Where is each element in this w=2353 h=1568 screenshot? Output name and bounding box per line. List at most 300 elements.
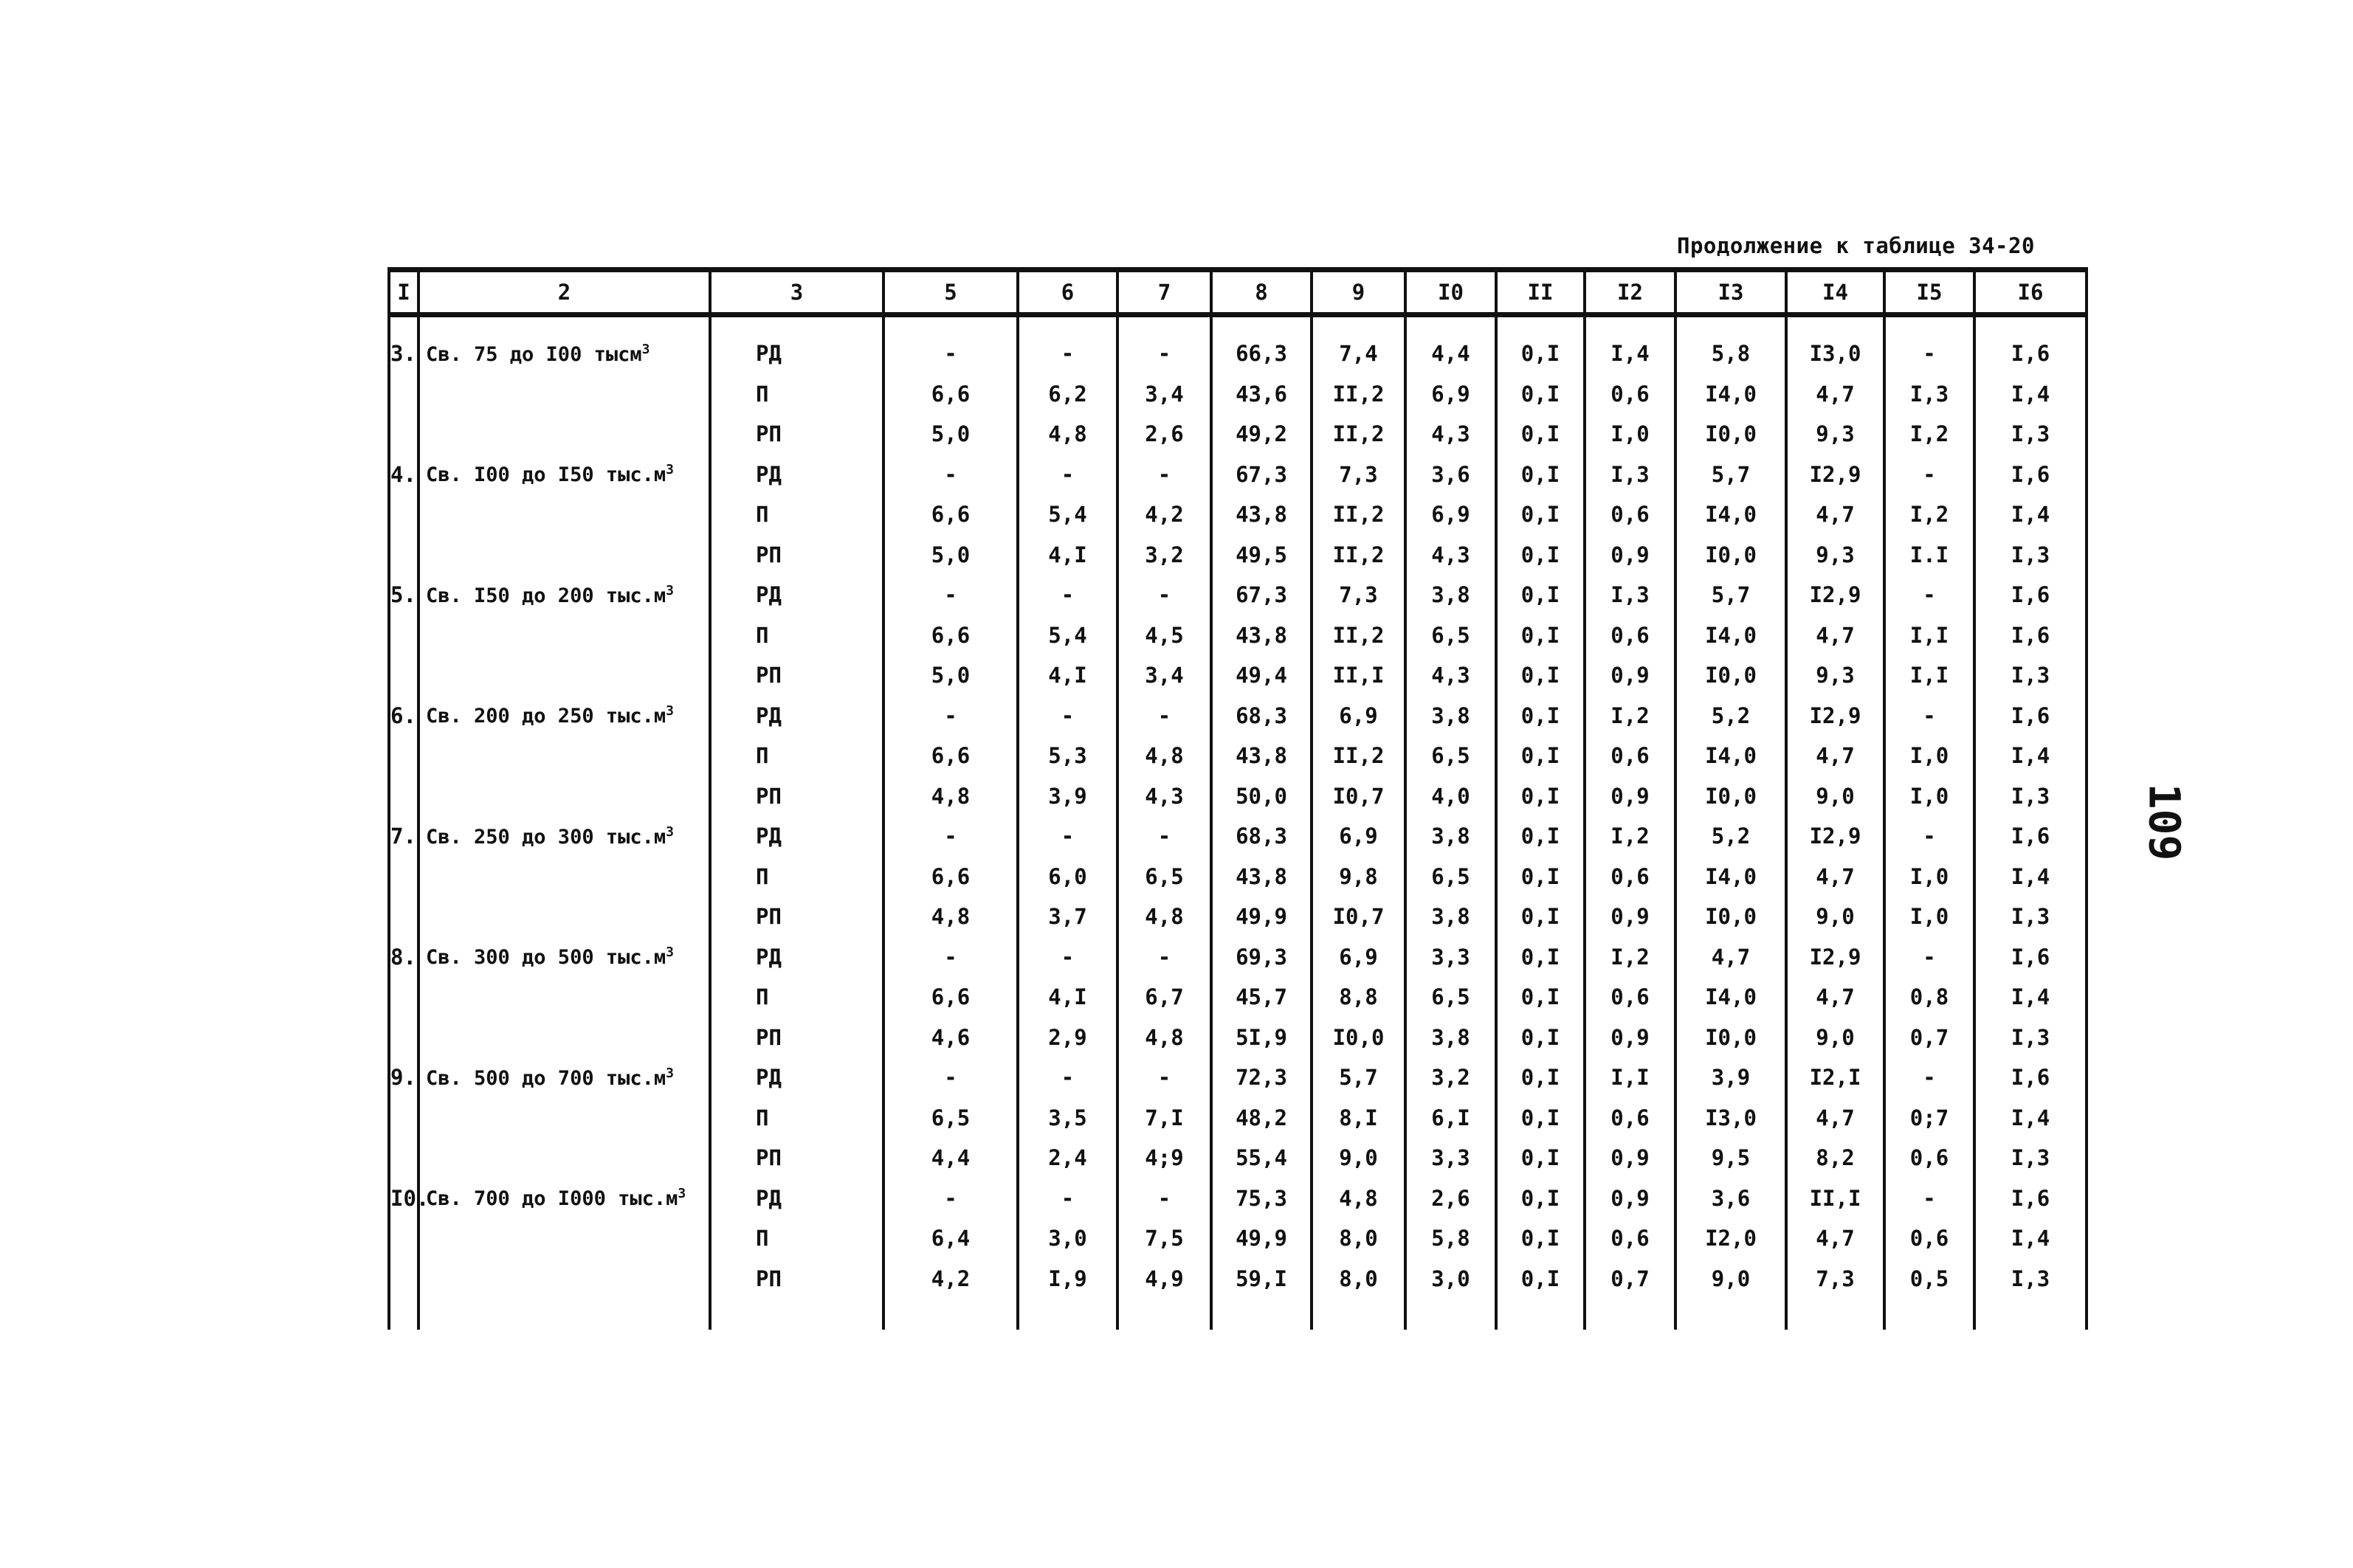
value-cell: 9,3 (1786, 655, 1884, 696)
value-cell: 0,6 (1585, 374, 1675, 415)
stage-code: РП (710, 1018, 883, 1058)
value-cell: 0,7 (1585, 1259, 1675, 1299)
value-cell: 5,0 (883, 535, 1018, 576)
row-number (389, 535, 418, 576)
value-cell: 0,I (1496, 937, 1585, 978)
value-cell: 66,3 (1211, 334, 1312, 374)
value-cell: 5,2 (1675, 696, 1786, 736)
value-cell: 6,5 (883, 1098, 1018, 1139)
value-cell: II,2 (1312, 374, 1405, 415)
value-cell: 48,2 (1211, 1098, 1312, 1139)
row-number (389, 494, 418, 535)
volume-range-label (418, 414, 710, 455)
value-cell: 3,4 (1117, 374, 1211, 415)
unit-label: м (653, 463, 666, 487)
value-cell: 68,3 (1211, 816, 1312, 857)
value-cell: - (1884, 816, 1974, 857)
row-number (389, 736, 418, 776)
value-cell: 3,3 (1405, 1138, 1496, 1178)
value-cell: - (1117, 575, 1211, 615)
value-cell: 6,9 (1405, 374, 1496, 415)
table-row (389, 1218, 2087, 1259)
value-cell: 0,9 (1585, 535, 1675, 576)
value-cell: I,3 (1974, 897, 2087, 937)
value-cell: 5,2 (1675, 816, 1786, 857)
value-cell: I,3 (1974, 1259, 2087, 1299)
value-cell: 9,3 (1786, 414, 1884, 455)
value-cell: 0,6 (1585, 1098, 1675, 1139)
value-cell: 3,8 (1405, 575, 1496, 615)
value-cell: - (883, 696, 1018, 736)
stage-code: П (710, 736, 883, 776)
value-cell: 0,I (1496, 615, 1585, 656)
value-cell: 4,7 (1786, 494, 1884, 535)
value-cell: I,2 (1585, 937, 1675, 978)
value-cell: - (1884, 575, 1974, 615)
value-cell: 0,6 (1884, 1218, 1974, 1259)
row-number (389, 857, 418, 897)
value-cell: I,6 (1974, 455, 2087, 495)
row-number: I0. (389, 1178, 418, 1219)
value-cell: I,I (1884, 655, 1974, 696)
table-row (389, 1018, 2087, 1058)
value-cell: - (1117, 1178, 1211, 1219)
row-number (389, 1018, 418, 1058)
value-cell: 9,0 (1786, 1018, 1884, 1058)
value-cell: I2,0 (1675, 1218, 1786, 1259)
value-cell: 72,3 (1211, 1057, 1312, 1098)
value-cell: I2,9 (1786, 937, 1884, 978)
value-cell: 3,2 (1117, 535, 1211, 576)
value-cell: I,I (1585, 1057, 1675, 1098)
column-header: 7 (1117, 270, 1211, 315)
value-cell: 3,3 (1405, 937, 1496, 978)
value-cell: I0,0 (1675, 655, 1786, 696)
volume-range-label: Св. 250 до 300 $тыс.м^3$ (418, 816, 710, 857)
volume-range-label (418, 1138, 710, 1178)
spacer-row (389, 315, 2087, 334)
value-cell: - (883, 1178, 1018, 1219)
value-cell: - (1018, 816, 1117, 857)
value-cell: 3,8 (1405, 897, 1496, 937)
value-cell: I,4 (1974, 857, 2087, 897)
table-row (389, 494, 2087, 535)
volume-range-label (418, 494, 710, 535)
row-number (389, 1138, 418, 1178)
value-cell: 67,3 (1211, 575, 1312, 615)
value-cell: 4,7 (1786, 736, 1884, 776)
unit-label: м (653, 1066, 666, 1090)
value-cell: I,4 (1974, 1218, 2087, 1259)
stage-code: РД (710, 1178, 883, 1219)
unit-label: м (666, 1187, 678, 1211)
value-cell: 6,5 (1405, 857, 1496, 897)
unit-label: м (653, 584, 666, 607)
value-cell: II,I (1312, 655, 1405, 696)
value-cell: 2,4 (1018, 1138, 1117, 1178)
value-cell: 0,I (1496, 1259, 1585, 1299)
value-cell: 4,8 (1117, 1018, 1211, 1058)
value-cell: - (1018, 334, 1117, 374)
value-cell: 4,7 (1786, 977, 1884, 1018)
value-cell: - (883, 937, 1018, 978)
value-cell: 2,6 (1117, 414, 1211, 455)
value-cell: I2,I (1786, 1057, 1884, 1098)
value-cell: - (1018, 575, 1117, 615)
value-cell: I3,0 (1675, 1098, 1786, 1139)
value-cell: 4,3 (1405, 535, 1496, 576)
value-cell: - (1117, 696, 1211, 736)
value-cell: 8,0 (1312, 1218, 1405, 1259)
value-cell: I0,7 (1312, 776, 1405, 817)
value-cell: 4,2 (1117, 494, 1211, 535)
value-cell: I2,9 (1786, 816, 1884, 857)
value-cell: 6,6 (883, 374, 1018, 415)
column-header: 8 (1211, 270, 1312, 315)
value-cell: I,6 (1974, 696, 2087, 736)
value-cell: II,2 (1312, 414, 1405, 455)
table-row (389, 1057, 2087, 1098)
value-cell: 0,I (1496, 414, 1585, 455)
value-cell: 4,8 (1117, 897, 1211, 937)
value-cell: I,6 (1974, 575, 2087, 615)
value-cell: 0,6 (1585, 615, 1675, 656)
value-cell: I,0 (1884, 736, 1974, 776)
value-cell: 5,7 (1675, 455, 1786, 495)
value-cell: I,3 (1974, 414, 2087, 455)
value-cell: - (1018, 1178, 1117, 1219)
value-cell: 4,8 (1117, 736, 1211, 776)
value-cell: 7,3 (1312, 455, 1405, 495)
value-cell: 67,3 (1211, 455, 1312, 495)
value-cell: 4,3 (1405, 655, 1496, 696)
table-row (389, 937, 2087, 978)
value-cell: 0,I (1496, 776, 1585, 817)
value-cell: I,6 (1974, 937, 2087, 978)
value-cell: 0,I (1496, 535, 1585, 576)
value-cell: 6,6 (883, 494, 1018, 535)
value-cell: I,6 (1974, 816, 2087, 857)
data-table (387, 267, 2088, 1330)
value-cell: 5,0 (883, 414, 1018, 455)
value-cell: - (1884, 696, 1974, 736)
value-cell: - (1884, 334, 1974, 374)
row-number: 8. (389, 937, 418, 978)
header-row (389, 270, 2087, 315)
value-cell: 7,I (1117, 1098, 1211, 1139)
value-cell: 0,7 (1884, 1018, 1974, 1058)
value-cell: I,4 (1974, 736, 2087, 776)
stage-code: РП (710, 655, 883, 696)
value-cell: I0,0 (1312, 1018, 1405, 1058)
value-cell: 4,7 (1786, 374, 1884, 415)
column-header: I3 (1675, 270, 1786, 315)
value-cell: - (883, 334, 1018, 374)
volume-range-label (418, 897, 710, 937)
value-cell: 3,2 (1405, 1057, 1496, 1098)
row-number (389, 615, 418, 656)
value-cell: I0,7 (1312, 897, 1405, 937)
value-cell: - (1018, 1057, 1117, 1098)
stage-code: П (710, 615, 883, 656)
value-cell: 4,I (1018, 655, 1117, 696)
value-cell: 2,6 (1405, 1178, 1496, 1219)
column-header: I5 (1884, 270, 1974, 315)
stage-code: РП (710, 414, 883, 455)
row-number (389, 977, 418, 1018)
value-cell: I,6 (1974, 1178, 2087, 1219)
value-cell: I,4 (1974, 977, 2087, 1018)
value-cell: - (1884, 455, 1974, 495)
column-header: I0 (1405, 270, 1496, 315)
volume-range-label (418, 776, 710, 817)
value-cell: - (1884, 1057, 1974, 1098)
unit-exponent: 3 (666, 1065, 674, 1081)
value-cell: I,6 (1974, 1057, 2087, 1098)
value-cell: 43,6 (1211, 374, 1312, 415)
row-number (389, 1259, 418, 1299)
stage-code: РД (710, 816, 883, 857)
value-cell: 0,I (1496, 736, 1585, 776)
unit-exponent: 3 (641, 341, 650, 357)
value-cell: 0,9 (1585, 1138, 1675, 1178)
volume-range-label (418, 1018, 710, 1058)
row-number (389, 1218, 418, 1259)
stage-code: РП (710, 1138, 883, 1178)
value-cell: 49,5 (1211, 535, 1312, 576)
value-cell: - (1117, 816, 1211, 857)
table-row (389, 897, 2087, 937)
value-cell: - (1117, 455, 1211, 495)
row-number (389, 1098, 418, 1139)
volume-range-label: Св. 300 до 500 $тыс.м^3$ (418, 937, 710, 978)
value-cell: II,2 (1312, 494, 1405, 535)
value-cell: 4,I (1018, 977, 1117, 1018)
value-cell: 4,3 (1405, 414, 1496, 455)
value-cell: 5,7 (1312, 1057, 1405, 1098)
unit-exponent: 3 (666, 582, 674, 598)
stage-code: РП (710, 1259, 883, 1299)
value-cell: 6,5 (1117, 857, 1211, 897)
stage-code: РД (710, 937, 883, 978)
value-cell: 6,5 (1405, 615, 1496, 656)
value-cell: I,3 (1585, 455, 1675, 495)
volume-range-label (418, 857, 710, 897)
value-cell: I0,0 (1675, 1018, 1786, 1058)
volume-range-label: Св. 75 до I00 тысм$^3$ (418, 334, 710, 374)
value-cell: I,2 (1884, 494, 1974, 535)
unit-label: м (653, 825, 666, 849)
value-cell: 4,7 (1786, 1098, 1884, 1139)
value-cell: 0,6 (1585, 1218, 1675, 1259)
value-cell: 4,4 (883, 1138, 1018, 1178)
row-number (389, 897, 418, 937)
column-header: I2 (1585, 270, 1675, 315)
value-cell: II,2 (1312, 535, 1405, 576)
unit-exponent: 3 (666, 462, 674, 478)
value-cell: - (1117, 1057, 1211, 1098)
volume-range-label (418, 1098, 710, 1139)
stage-code: РД (710, 334, 883, 374)
value-cell: 0,I (1496, 494, 1585, 535)
value-cell: I2,9 (1786, 575, 1884, 615)
value-cell: I,I (1884, 615, 1974, 656)
value-cell: 3,5 (1018, 1098, 1117, 1139)
value-cell: 43,8 (1211, 857, 1312, 897)
value-cell: 0,6 (1585, 857, 1675, 897)
value-cell: 49,9 (1211, 1218, 1312, 1259)
table-row (389, 414, 2087, 455)
value-cell: 0,I (1496, 1138, 1585, 1178)
value-cell: I,3 (1974, 1018, 2087, 1058)
value-cell: 0,I (1496, 857, 1585, 897)
value-cell: II,I (1786, 1178, 1884, 1219)
row-number (389, 374, 418, 415)
value-cell: 6,0 (1018, 857, 1117, 897)
table-row (389, 535, 2087, 576)
row-number: 6. (389, 696, 418, 736)
value-cell: I,3 (1974, 655, 2087, 696)
table-row (389, 334, 2087, 374)
value-cell: I,0 (1884, 776, 1974, 817)
table-row (389, 977, 2087, 1018)
value-cell: 0,9 (1585, 1178, 1675, 1219)
value-cell: 6,6 (883, 857, 1018, 897)
value-cell: 0,I (1496, 575, 1585, 615)
value-cell: I,3 (1974, 1138, 2087, 1178)
value-cell: 8,2 (1786, 1138, 1884, 1178)
value-cell: 0,6 (1585, 494, 1675, 535)
table-row (389, 1138, 2087, 1178)
table-row (389, 455, 2087, 495)
table-row (389, 857, 2087, 897)
value-cell: 3,8 (1405, 816, 1496, 857)
value-cell: 6,2 (1018, 374, 1117, 415)
value-cell: - (1117, 334, 1211, 374)
value-cell: 45,7 (1211, 977, 1312, 1018)
column-header: II (1496, 270, 1585, 315)
value-cell: I,4 (1974, 374, 2087, 415)
table-row (389, 1259, 2087, 1299)
value-cell: I,3 (1974, 776, 2087, 817)
value-cell: 4,2 (883, 1259, 1018, 1299)
volume-range-label (418, 1259, 710, 1299)
unit-exponent: 3 (666, 944, 674, 961)
value-cell: 0,I (1496, 334, 1585, 374)
unit-label: м (653, 705, 666, 728)
unit-exponent: 3 (666, 703, 674, 719)
value-cell: 4,4 (1405, 334, 1496, 374)
stage-code: П (710, 1218, 883, 1259)
value-cell: 3,9 (1018, 776, 1117, 817)
value-cell: I,4 (1974, 494, 2087, 535)
value-cell: 0,I (1496, 696, 1585, 736)
volume-range-label (418, 736, 710, 776)
table-row (389, 816, 2087, 857)
volume-range-label (418, 535, 710, 576)
value-cell: 4,I (1018, 535, 1117, 576)
value-cell: 5,4 (1018, 494, 1117, 535)
column-header: 3 (710, 270, 883, 315)
value-cell: I,4 (1974, 1098, 2087, 1139)
value-cell: I,2 (1884, 414, 1974, 455)
value-cell: 8,I (1312, 1098, 1405, 1139)
value-cell: 0,9 (1585, 897, 1675, 937)
value-cell: II,2 (1312, 615, 1405, 656)
value-cell: I,0 (1884, 857, 1974, 897)
value-cell: 6,9 (1405, 494, 1496, 535)
value-cell: I3,0 (1786, 334, 1884, 374)
column-header: 9 (1312, 270, 1405, 315)
value-cell: I,2 (1585, 696, 1675, 736)
stage-code: РП (710, 897, 883, 937)
value-cell: I0,0 (1675, 535, 1786, 576)
stage-code: РД (710, 455, 883, 495)
tail-row (389, 1299, 2087, 1330)
row-number: 4. (389, 455, 418, 495)
value-cell: 6,6 (883, 736, 1018, 776)
value-cell: 5,4 (1018, 615, 1117, 656)
table-row (389, 736, 2087, 776)
value-cell: 3,6 (1675, 1178, 1786, 1219)
value-cell: 0,I (1496, 1178, 1585, 1219)
value-cell: 0,5 (1884, 1259, 1974, 1299)
value-cell: 0,9 (1585, 1018, 1675, 1058)
value-cell: 6,9 (1312, 696, 1405, 736)
value-cell: 5I,9 (1211, 1018, 1312, 1058)
value-cell: 4,8 (1312, 1178, 1405, 1219)
row-number (389, 655, 418, 696)
value-cell: 0,I (1496, 455, 1585, 495)
volume-range-label (418, 374, 710, 415)
value-cell: 4;9 (1117, 1138, 1211, 1178)
value-cell: 0,9 (1585, 776, 1675, 817)
value-cell: 49,9 (1211, 897, 1312, 937)
column-header: 5 (883, 270, 1018, 315)
value-cell: 4,5 (1117, 615, 1211, 656)
value-cell: 5,3 (1018, 736, 1117, 776)
value-cell: 0,6 (1585, 977, 1675, 1018)
value-cell: I4,0 (1675, 615, 1786, 656)
value-cell: 7,5 (1117, 1218, 1211, 1259)
value-cell: 50,0 (1211, 776, 1312, 817)
value-cell: 3,7 (1018, 897, 1117, 937)
value-cell: - (1117, 937, 1211, 978)
volume-range-label (418, 615, 710, 656)
value-cell: I4,0 (1675, 736, 1786, 776)
value-cell: I,6 (1974, 615, 2087, 656)
unit-exponent: 3 (678, 1186, 686, 1202)
value-cell: - (1884, 1178, 1974, 1219)
value-cell: I2,9 (1786, 455, 1884, 495)
column-header: 2 (418, 270, 710, 315)
unit-label: м (630, 342, 642, 366)
volume-range-label (418, 977, 710, 1018)
value-cell: 4,7 (1786, 1218, 1884, 1259)
value-cell: 43,8 (1211, 494, 1312, 535)
value-cell: I,4 (1585, 334, 1675, 374)
value-cell: I4,0 (1675, 374, 1786, 415)
value-cell: 49,2 (1211, 414, 1312, 455)
value-cell: 6,5 (1405, 977, 1496, 1018)
row-number: 3. (389, 334, 418, 374)
stage-code: РД (710, 575, 883, 615)
value-cell: 6,7 (1117, 977, 1211, 1018)
value-cell: 4,0 (1405, 776, 1496, 817)
unit-label: м (653, 946, 666, 970)
value-cell: 68,3 (1211, 696, 1312, 736)
value-cell: 5,7 (1675, 575, 1786, 615)
